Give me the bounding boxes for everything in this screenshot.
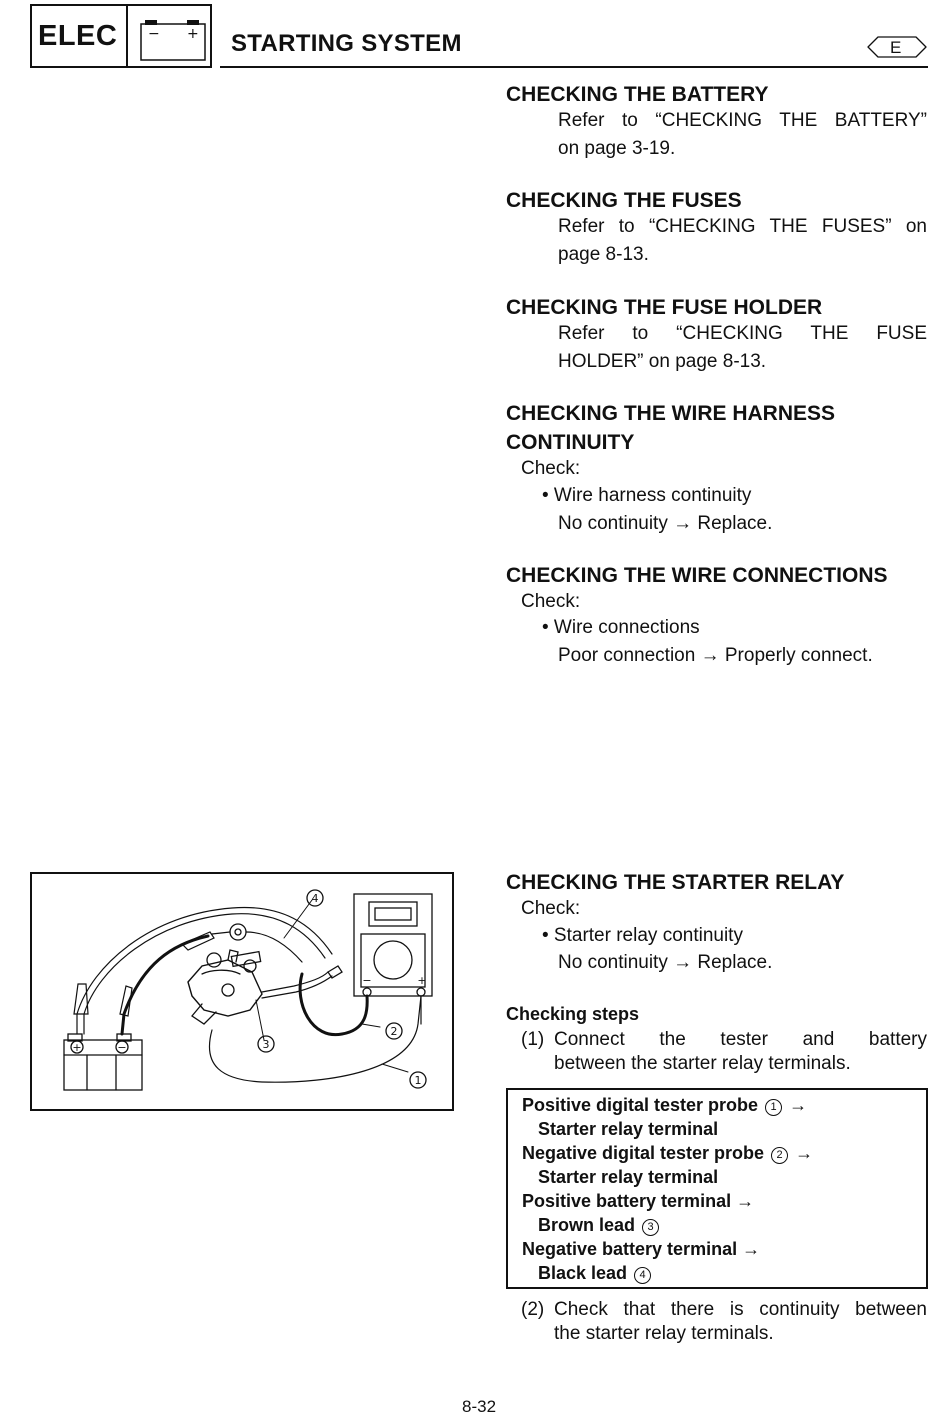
- spec-line-negative-probe: [522, 1141, 813, 1165]
- wire-harness-heading-line2: CONTINUITY: [506, 431, 635, 454]
- spec-line-positive-battery: [522, 1189, 754, 1213]
- step2-number: (2): [521, 1299, 545, 1320]
- tester-display: [369, 902, 417, 926]
- spec-arrow: →: [736, 1191, 755, 1211]
- section-tab: [30, 4, 212, 68]
- connection-spec-box: [506, 1088, 928, 1289]
- spec-callout-1: 1: [765, 1099, 782, 1116]
- language-badge: [866, 34, 928, 60]
- fuse-holder-ref-line2: HOLDER” on page 8-13.: [558, 351, 767, 372]
- spec-starter-relay-terminal-1: Starter relay terminal: [538, 1119, 719, 1139]
- spec-arrow: →: [742, 1239, 761, 1259]
- spec-callout-4: 4: [634, 1267, 651, 1284]
- callout-3-label: 3: [262, 1038, 270, 1051]
- section-code: ELEC: [38, 20, 118, 52]
- tester-plus-terminal: +: [417, 974, 427, 987]
- callout-1-label: 1: [414, 1074, 422, 1087]
- fuses-ref-line1: Refer to “CHECKING THE FUSES” on: [558, 216, 927, 237]
- callout-2-label: 2: [390, 1025, 398, 1038]
- spec-brown-lead-text: Brown lead: [538, 1215, 636, 1235]
- page-title: STARTING SYSTEM: [231, 30, 462, 57]
- spec-positive-probe-text: Positive digital tester probe: [522, 1095, 759, 1115]
- battery-ref-line1: Refer to “CHECKING THE BATTERY”: [558, 110, 927, 131]
- fuse-holder-heading: CHECKING THE FUSE HOLDER: [506, 296, 823, 319]
- header-rule: [220, 66, 928, 68]
- step2-line2: the starter relay terminals.: [554, 1323, 774, 1344]
- spec-line-brown-lead: [538, 1213, 661, 1237]
- tester-dial: [374, 941, 412, 979]
- fuse-holder-ref-line1: Refer to “CHECKING THE FUSE: [558, 323, 927, 344]
- spec-negative-probe-text: Negative digital tester probe: [522, 1143, 765, 1163]
- wire-harness-bullet: • Wire harness continuity: [542, 485, 752, 506]
- wire-connections-check: Check:: [521, 591, 581, 612]
- wire-connections-result: Poor connection → Properly connect.: [558, 645, 873, 666]
- callout-4-label: 4: [311, 892, 319, 905]
- spec-arrow: →: [795, 1143, 814, 1163]
- wire-harness-result: No continuity → Replace.: [558, 513, 773, 534]
- spec-line-negative-battery: [522, 1237, 760, 1261]
- battery-minus-label: −: [148, 26, 160, 42]
- battery-icon: [137, 16, 233, 62]
- spec-arrow: →: [789, 1095, 808, 1115]
- wire-connections-bullet: • Wire connections: [542, 617, 700, 638]
- page-number: 8-32: [462, 1397, 497, 1416]
- spec-starter-relay-terminal-2: Starter relay terminal: [538, 1167, 719, 1187]
- battery-plus-label: +: [187, 26, 199, 42]
- spec-callout-2: 2: [771, 1147, 788, 1164]
- spec-black-lead-text: Black lead: [538, 1263, 628, 1283]
- wire-connections-heading: CHECKING THE WIRE CONNECTIONS: [506, 564, 888, 587]
- wire-harness-heading-line1: CHECKING THE WIRE HARNESS: [506, 402, 836, 425]
- checking-steps-heading: Checking steps: [506, 1004, 640, 1024]
- battery-heading: CHECKING THE BATTERY: [506, 83, 769, 106]
- fuses-ref-line2: page 8-13.: [558, 244, 649, 265]
- spec-positive-battery-text: Positive battery terminal: [522, 1191, 732, 1211]
- starter-relay-result: No continuity → Replace.: [558, 952, 773, 973]
- battery-ref-line2: on page 3-19.: [558, 138, 676, 159]
- spec-line-positive-probe: [522, 1093, 807, 1117]
- diagram-illustration: [32, 874, 452, 1109]
- starter-relay-test-diagram: [30, 872, 454, 1111]
- wire-harness-check: Check:: [521, 458, 581, 479]
- fuses-heading: CHECKING THE FUSES: [506, 189, 742, 212]
- spec-callout-3: 3: [642, 1219, 659, 1236]
- starter-relay-bullet: • Starter relay continuity: [542, 925, 743, 946]
- battery-minus-terminal: −: [117, 1041, 127, 1054]
- step1-number: (1): [521, 1029, 545, 1050]
- language-mark: E: [890, 38, 902, 57]
- battery-plus-terminal: +: [72, 1041, 82, 1054]
- spec-negative-battery-text: Negative battery terminal: [522, 1239, 738, 1259]
- starter-relay-heading: CHECKING THE STARTER RELAY: [506, 871, 845, 894]
- step1-line2: between the starter relay terminals.: [554, 1053, 851, 1074]
- tester-minus-terminal: −: [362, 974, 372, 987]
- section-tab-divider: [126, 6, 128, 66]
- step1-line1: Connect the tester and battery: [554, 1029, 927, 1050]
- step2-line1: Check that there is continuity between: [554, 1299, 927, 1320]
- starter-relay-check: Check:: [521, 898, 581, 919]
- spec-line-black-lead: [538, 1261, 653, 1285]
